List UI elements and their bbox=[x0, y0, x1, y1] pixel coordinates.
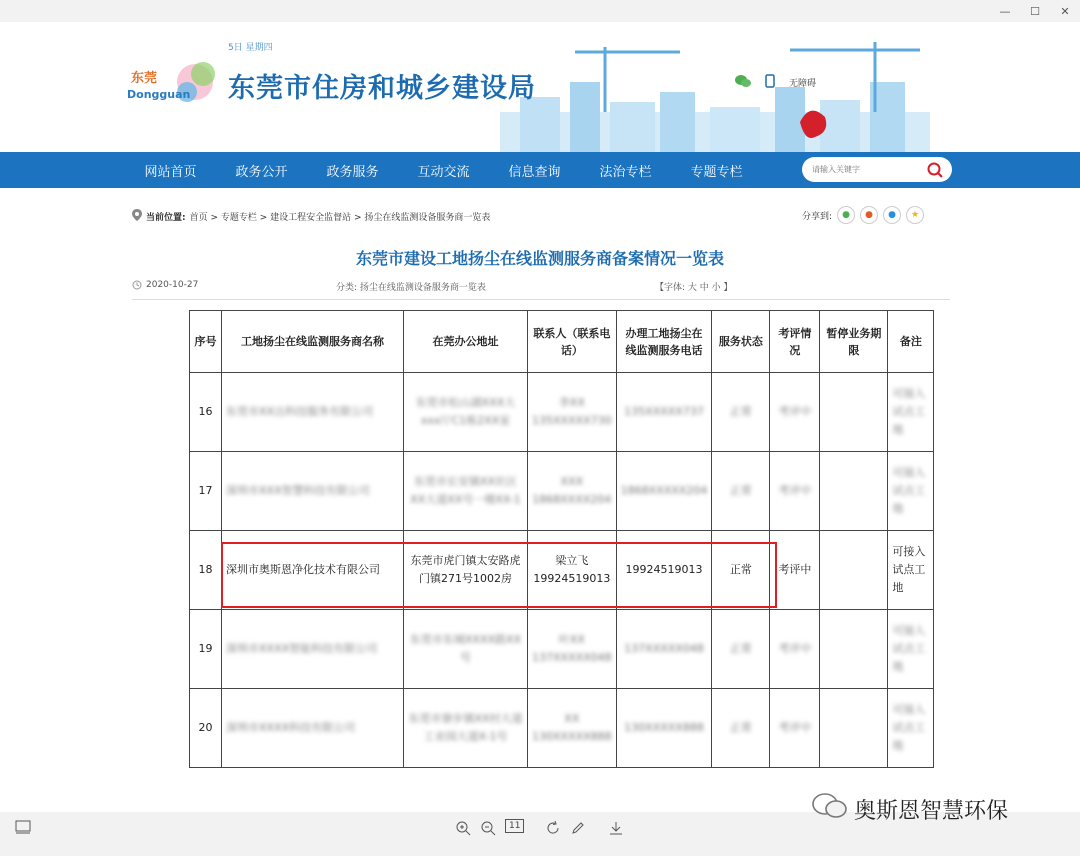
cell-address: 东莞市松山湖XXX大xxx厅C1栋2XX室 bbox=[404, 373, 528, 452]
nav-interaction[interactable]: 互动交流 bbox=[417, 164, 470, 180]
cell-name: 深圳市XXXX科技有限公司 bbox=[222, 689, 404, 768]
location-pin-icon bbox=[132, 209, 142, 224]
cell-note: 可接入试点工地 bbox=[888, 373, 934, 452]
share-wechat-icon[interactable]: ● bbox=[837, 206, 855, 224]
provider-table bbox=[189, 310, 934, 768]
article-meta bbox=[132, 280, 950, 296]
cell-no: 16 bbox=[190, 373, 222, 452]
site-header bbox=[0, 22, 1080, 152]
cell-status: 正常 bbox=[712, 531, 770, 610]
cell-name: 深圳市XXX智慧科技有限公司 bbox=[222, 452, 404, 531]
col-header-eval: 考评情况 bbox=[770, 311, 820, 373]
cell-eval: 考评中 bbox=[770, 689, 820, 768]
breadcrumb bbox=[132, 209, 490, 224]
col-header-address: 在莞办公地址 bbox=[404, 311, 528, 373]
top-tools bbox=[735, 74, 816, 91]
breadcrumb-path[interactable]: 首页 > 专题专栏 > 建设工程安全监督站 > 扬尘在线监测设备服务商一览表 bbox=[189, 213, 491, 223]
article-category: 分类: 扬尘在线监测设备服务商一览表 bbox=[336, 283, 486, 293]
share-bar bbox=[802, 206, 924, 224]
nav-gov-services[interactable]: 政务服务 bbox=[326, 164, 379, 180]
divider bbox=[132, 299, 950, 300]
cell-phone: 19924519013 bbox=[616, 531, 712, 610]
col-header-phone: 办理工地扬尘在线监测服务电话 bbox=[616, 311, 712, 373]
wechat-icon[interactable] bbox=[735, 74, 751, 91]
col-header-pause: 暂停业务期限 bbox=[820, 311, 888, 373]
cell-eval: 考评中 bbox=[770, 452, 820, 531]
document-page bbox=[0, 22, 1080, 812]
cell-address: 东莞市东城XXXX路XX号 bbox=[404, 610, 528, 689]
cell-no: 20 bbox=[190, 689, 222, 768]
col-header-contact: 联系人（联系电话） bbox=[528, 311, 617, 373]
window-controls bbox=[990, 0, 1080, 22]
cell-phone: 137XXXXX048 bbox=[616, 610, 712, 689]
table-row bbox=[190, 610, 934, 689]
zoom-out-icon[interactable] bbox=[480, 820, 496, 840]
rotate-icon[interactable] bbox=[545, 820, 561, 840]
sidebar-toggle-icon[interactable] bbox=[15, 820, 31, 838]
cell-name: 东莞市XX达科技服务有限公司 bbox=[222, 373, 404, 452]
cell-eval: 考评中 bbox=[770, 373, 820, 452]
table-row bbox=[190, 689, 934, 768]
mobile-icon[interactable] bbox=[765, 74, 775, 91]
share-qq-icon[interactable]: ● bbox=[883, 206, 901, 224]
share-favorite-icon[interactable]: ★ bbox=[906, 206, 924, 224]
cell-phone: 135XXXXX737 bbox=[616, 373, 712, 452]
cell-pause bbox=[820, 373, 888, 452]
cell-pause bbox=[820, 689, 888, 768]
wechat-logo-icon bbox=[812, 792, 848, 826]
page-number-box[interactable]: 11 bbox=[505, 819, 524, 833]
search-input[interactable] bbox=[812, 165, 922, 174]
site-title: 东莞市住房和城乡建设局 bbox=[228, 73, 536, 104]
zoom-in-icon[interactable] bbox=[455, 820, 471, 840]
cell-note: 可接入试点工地 bbox=[888, 452, 934, 531]
col-header-no: 序号 bbox=[190, 311, 222, 373]
highlight-box bbox=[221, 542, 777, 608]
cell-eval: 考评中 bbox=[770, 610, 820, 689]
cell-no: 17 bbox=[190, 452, 222, 531]
col-header-status: 服务状态 bbox=[712, 311, 770, 373]
download-icon[interactable] bbox=[608, 820, 624, 840]
font-size-control[interactable]: 【字体: 大 中 小 】 bbox=[655, 283, 733, 293]
cell-phone: 130XXXXX888 bbox=[616, 689, 712, 768]
cell-pause bbox=[820, 531, 888, 610]
cell-phone: 1868XXXXX204 bbox=[616, 452, 712, 531]
cell-note: 可接入试点工地 bbox=[888, 689, 934, 768]
cell-pause bbox=[820, 452, 888, 531]
accessibility-link[interactable]: 无障碍 bbox=[789, 79, 817, 89]
cell-name: 深圳市XXXX智能科技有限公司 bbox=[222, 610, 404, 689]
cell-name: 深圳市奥斯恩净化技术有限公司 bbox=[222, 531, 404, 610]
cell-status: 正常 bbox=[712, 373, 770, 452]
cell-note: 可接入试点工地 bbox=[888, 531, 934, 610]
search-icon[interactable] bbox=[926, 161, 944, 183]
nav-home[interactable]: 网站首页 bbox=[144, 164, 197, 180]
col-header-name: 工地扬尘在线监测服务商名称 bbox=[222, 311, 404, 373]
cell-status: 正常 bbox=[712, 689, 770, 768]
cell-no: 18 bbox=[190, 531, 222, 610]
table-row bbox=[190, 452, 934, 531]
cell-contact: 梁立飞 19924519013 bbox=[528, 531, 617, 610]
cell-pause bbox=[820, 610, 888, 689]
close-icon[interactable]: ✕ bbox=[1060, 4, 1070, 18]
edit-pen-icon[interactable] bbox=[570, 820, 586, 840]
cell-eval: 考评中 bbox=[770, 531, 820, 610]
dongguan-logo bbox=[125, 52, 220, 122]
search-box bbox=[802, 157, 952, 182]
nav-topics[interactable]: 专题专栏 bbox=[690, 164, 743, 180]
watermark bbox=[812, 792, 1008, 826]
article-title: 东莞市建设工地扬尘在线监测服务商备案情况一览表 bbox=[355, 249, 724, 268]
article-date-text: 2020-10-27 bbox=[146, 280, 199, 290]
cell-address: 东莞市虎门镇太安路虎门镇271号1002房 bbox=[404, 531, 528, 610]
watermark-text: 奥斯恩智慧环保 bbox=[854, 798, 1009, 824]
nav-info-query[interactable]: 信息查询 bbox=[508, 164, 561, 180]
cell-contact: XXX 1868XXXX204 bbox=[528, 452, 617, 531]
col-header-note: 备注 bbox=[888, 311, 934, 373]
nav-law[interactable]: 法治专栏 bbox=[599, 164, 652, 180]
cell-status: 正常 bbox=[712, 610, 770, 689]
skyline-decoration bbox=[500, 42, 930, 152]
table-row bbox=[190, 373, 934, 452]
cell-note: 可接入试点工地 bbox=[888, 610, 934, 689]
share-weibo-icon[interactable]: ● bbox=[860, 206, 878, 224]
header-date: 5日 星期四 bbox=[228, 43, 273, 53]
cell-address: 东莞市寮步镇XX村大道工业园大道X-1号 bbox=[404, 689, 528, 768]
svg-text:Dongguan: Dongguan bbox=[127, 88, 191, 101]
cell-status: 正常 bbox=[712, 452, 770, 531]
cell-address: 东莞市长安镇XX社区XX大道XX号一楼XX-1 bbox=[404, 452, 528, 531]
cell-contact: 叶XX 137XXXXX048 bbox=[528, 610, 617, 689]
minimize-icon[interactable]: — bbox=[999, 4, 1011, 18]
article-date bbox=[132, 280, 198, 290]
nav-gov-affairs[interactable]: 政务公开 bbox=[235, 164, 288, 180]
breadcrumb-prefix: 当前位置: bbox=[146, 213, 186, 223]
svg-text:东莞: 东莞 bbox=[131, 71, 158, 86]
table-header-row bbox=[190, 311, 934, 373]
cell-contact: 李XX 135XXXXX730 bbox=[528, 373, 617, 452]
maximize-icon[interactable]: ☐ bbox=[1030, 4, 1040, 18]
clock-icon bbox=[132, 280, 142, 290]
cell-no: 19 bbox=[190, 610, 222, 689]
cell-contact: XX 130XXXXX888 bbox=[528, 689, 617, 768]
share-label: 分享到: bbox=[802, 211, 833, 222]
